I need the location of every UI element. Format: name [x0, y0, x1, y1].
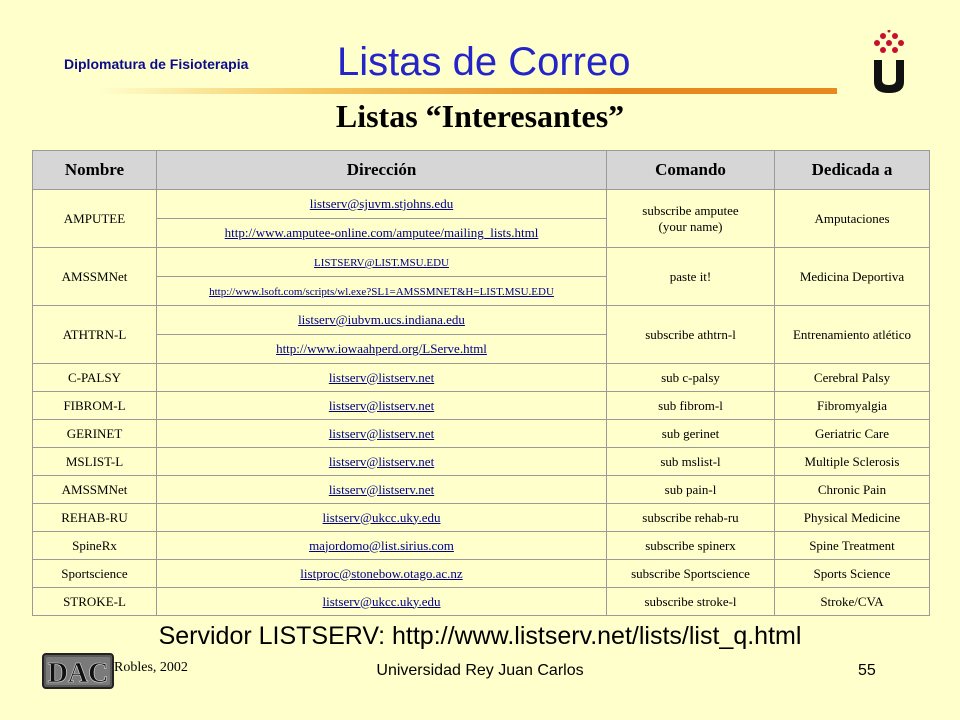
- command-cell: subscribe spinerx: [607, 532, 775, 560]
- table-row: [33, 248, 930, 277]
- table-header-row: [33, 151, 930, 190]
- table-row: [33, 392, 930, 420]
- list-name: AMPUTEE: [33, 190, 157, 248]
- address-link[interactable]: majordomo@list.sirius.com: [309, 537, 454, 553]
- table-row: [33, 504, 930, 532]
- address-cell: [157, 532, 607, 560]
- address-link[interactable]: listserv@listserv.net: [328, 481, 435, 497]
- list-name: REHAB-RU: [33, 504, 157, 532]
- list-name: AMSSMNet: [33, 248, 157, 306]
- dedicated-cell: Cerebral Palsy: [775, 364, 930, 392]
- dedicated-cell: Physical Medicine: [775, 504, 930, 532]
- list-name: Sportscience: [33, 560, 157, 588]
- address-cell: [157, 277, 607, 306]
- author-credit: Robles, 2002: [114, 660, 188, 675]
- address-cell: [157, 504, 607, 532]
- command-cell: sub gerinet: [607, 420, 775, 448]
- command-cell: subscribe Sportscience: [607, 560, 775, 588]
- address-link[interactable]: listserv@listserv.net: [328, 453, 435, 469]
- list-name: GERINET: [33, 420, 157, 448]
- column-header-dedicada: Dedicada a: [775, 151, 930, 190]
- mailing-lists-table: [32, 150, 930, 616]
- dedicated-cell: Sports Science: [775, 560, 930, 588]
- command-cell: sub pain-l: [607, 476, 775, 504]
- dedicated-cell: Chronic Pain: [775, 476, 930, 504]
- table-row: [33, 420, 930, 448]
- address-cell: [157, 248, 607, 277]
- dac-logo-text: DAC: [47, 658, 109, 689]
- dedicated-cell: Stroke/CVA: [775, 588, 930, 616]
- address-link[interactable]: listserv@ukcc.uky.edu: [322, 509, 441, 525]
- university-name: Universidad Rey Juan Carlos: [376, 662, 584, 679]
- command-cell: subscribe rehab-ru: [607, 504, 775, 532]
- command-cell: sub fibrom-l: [607, 392, 775, 420]
- table-row: [33, 560, 930, 588]
- address-link[interactable]: listserv@iubvm.ucs.indiana.edu: [298, 312, 465, 327]
- list-name: AMSSMNet: [33, 476, 157, 504]
- address-cell: [157, 560, 607, 588]
- address-link[interactable]: listserv@ukcc.uky.edu: [322, 593, 441, 609]
- address-link[interactable]: listserv@listserv.net: [328, 369, 435, 385]
- list-name: ATHTRN-L: [33, 306, 157, 364]
- table-row: [33, 532, 930, 560]
- column-header-direccion: Dirección: [157, 151, 607, 190]
- address-cell: [157, 364, 607, 392]
- table-row: [33, 588, 930, 616]
- dedicated-cell: Entrenamiento atlético: [775, 306, 930, 364]
- dedicated-cell: Multiple Sclerosis: [775, 448, 930, 476]
- command-cell: sub mslist-l: [607, 448, 775, 476]
- table-row: [33, 190, 930, 219]
- address-link[interactable]: listproc@stonebow.otago.ac.nz: [300, 565, 463, 581]
- column-header-nombre: Nombre: [33, 151, 157, 190]
- list-name: FIBROM-L: [33, 392, 157, 420]
- address-cell: [157, 219, 607, 248]
- urjc-u-logo: [864, 30, 914, 94]
- address-link[interactable]: listserv@sjuvm.stjohns.edu: [309, 196, 454, 211]
- table-row: [33, 306, 930, 335]
- address-link[interactable]: http://www.lsoft.com/scripts/wl.exe?SL1=AMSSMNET&H=LIST.MSU.EDU: [209, 286, 554, 298]
- table-row: [33, 448, 930, 476]
- address-cell: [157, 335, 607, 364]
- address-cell: [157, 476, 607, 504]
- command-cell: subscribe stroke-l: [607, 588, 775, 616]
- address-cell: [157, 588, 607, 616]
- address-link[interactable]: listserv@listserv.net: [328, 425, 435, 441]
- course-name: Diplomatura de Fisioterapia: [64, 56, 249, 72]
- page-number: 55: [858, 662, 876, 679]
- list-name: MSLIST-L: [33, 448, 157, 476]
- dedicated-cell: Amputaciones: [775, 190, 930, 248]
- command-cell: [607, 190, 775, 248]
- dedicated-cell: Medicina Deportiva: [775, 248, 930, 306]
- list-name: STROKE-L: [33, 588, 157, 616]
- table-row: [33, 364, 930, 392]
- address-cell: [157, 448, 607, 476]
- dedicated-cell: Geriatric Care: [775, 420, 930, 448]
- address-cell: [157, 306, 607, 335]
- dedicated-cell: Spine Treatment: [775, 532, 930, 560]
- title-underline: [97, 88, 837, 94]
- slide-subtitle: Listas “Interesantes”: [335, 98, 625, 134]
- address-cell: [157, 190, 607, 219]
- listserv-server-line: Servidor LISTSERV: http://www.listserv.net/lists/list_q.html: [158, 622, 802, 650]
- command-cell: subscribe athtrn-l: [607, 306, 775, 364]
- address-cell: [157, 392, 607, 420]
- dedicated-cell: Fibromyalgia: [775, 392, 930, 420]
- address-cell: [157, 420, 607, 448]
- command-cell: sub c-palsy: [607, 364, 775, 392]
- address-link[interactable]: listserv@listserv.net: [328, 397, 435, 413]
- command-text: subscribe amputee: [642, 202, 739, 218]
- table-row: [33, 476, 930, 504]
- address-link[interactable]: http://www.amputee-online.com/amputee/mailing_lists.html: [224, 225, 539, 240]
- list-name: SpineRx: [33, 532, 157, 560]
- command-cell: paste it!: [607, 248, 775, 306]
- column-header-comando: Comando: [607, 151, 775, 190]
- slide-title: Listas de Correo: [337, 40, 631, 84]
- list-name: C-PALSY: [33, 364, 157, 392]
- command-text: (your name): [658, 218, 723, 234]
- address-link[interactable]: LISTSERV@LIST.MSU.EDU: [314, 257, 449, 269]
- address-link[interactable]: http://www.iowaahperd.org/LServe.html: [276, 341, 487, 356]
